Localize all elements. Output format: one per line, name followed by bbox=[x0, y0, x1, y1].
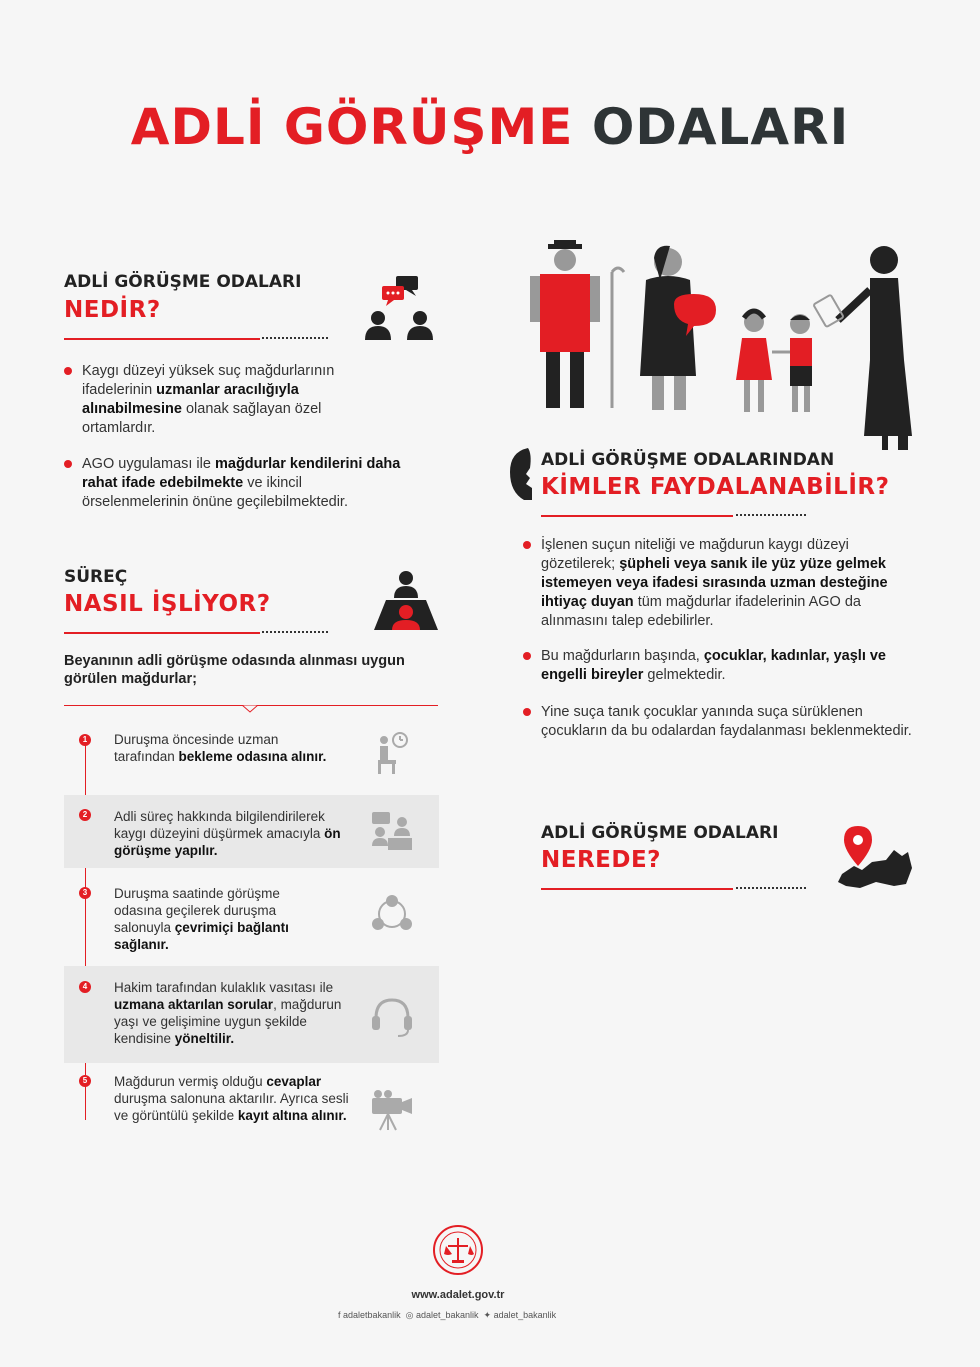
step-number: 2 bbox=[79, 809, 91, 821]
instagram-link[interactable]: adalet_bakanlik bbox=[415, 1310, 479, 1320]
surec-heading: NASIL İŞLİYOR? bbox=[64, 591, 271, 617]
instagram-icon: ◎ bbox=[405, 1310, 414, 1320]
conversation-icon bbox=[362, 276, 440, 342]
step-number: 5 bbox=[79, 1075, 91, 1087]
nerede-heading: NEREDE? bbox=[541, 847, 662, 873]
connection-icon bbox=[368, 894, 416, 938]
surec-label: SÜREÇ bbox=[64, 567, 128, 587]
video-camera-icon bbox=[370, 1088, 414, 1132]
nerede-dots bbox=[736, 887, 806, 889]
surec-rule bbox=[64, 632, 260, 634]
kimler-rule bbox=[541, 515, 733, 517]
nedir-bullet-1: Kaygı düzeyi yüksek suç mağdurlarının ifadelerinin uzmanlar aracılığıyla alınabilmesine olanak sağlayan özel ortamlardır. bbox=[82, 362, 382, 438]
step-2-text: Adli süreç hakkında bilgilendirilerek kaygı düzeyini düşürmek amacıyla ön görüşme yapılır. bbox=[114, 809, 341, 858]
nerede-label: ADLİ GÖRÜŞME ODALARI bbox=[541, 823, 779, 843]
nedir-heading: NEDİR? bbox=[64, 297, 161, 323]
nedir-dots bbox=[262, 337, 328, 339]
waiting-room-icon bbox=[372, 732, 412, 776]
facebook-link[interactable]: adaletbakanlik bbox=[343, 1310, 401, 1320]
meeting-table-icon bbox=[372, 570, 440, 636]
website-link[interactable]: www.adalet.gov.tr bbox=[411, 1289, 505, 1301]
kimler-dots bbox=[736, 514, 806, 516]
step-number: 1 bbox=[79, 734, 91, 746]
headset-icon bbox=[370, 994, 414, 1038]
nedir-bullet-2: AGO uygulaması ile mağdurlar kendilerini daha rahat ifade edebilmekte ve ikincil örselenmelerinin önüne geçilebilmektedir. bbox=[82, 456, 401, 510]
twitter-icon: ✦ bbox=[483, 1310, 492, 1320]
step-number: 3 bbox=[79, 887, 91, 899]
kimler-heading: KİMLER FAYDALANABİLİR? bbox=[541, 474, 890, 500]
kimler-bullet-3: Yine suça tanık çocuklar yanında suça sürüklenen çocukların da bu odalardan faydalanması beklenmektedir. bbox=[541, 703, 921, 741]
step-3-text: Duruşma saatinde görüşme odasına geçilerek duruşma salonuyla çevrimiçi bağlantı sağlanır. bbox=[114, 886, 289, 952]
social-links bbox=[338, 1310, 588, 1321]
step-number: 4 bbox=[79, 981, 91, 993]
twitter-link[interactable]: adalet_bakanlik bbox=[493, 1310, 557, 1320]
facebook-icon: f bbox=[338, 1310, 341, 1320]
step-4-text: Hakim tarafından kulaklık vasıtası ile uzmana aktarılan sorular, mağdurun yaşı ve gelişimine uygun şekilde kendisine yöneltilir. bbox=[114, 980, 342, 1046]
nerede-rule bbox=[541, 888, 733, 890]
caret-down-icon bbox=[242, 705, 258, 713]
page-title: ADLİ GÖRÜŞME ODALARI bbox=[130, 98, 850, 156]
kimler-label: ADLİ GÖRÜŞME ODALARINDAN bbox=[541, 450, 835, 470]
ministry-seal-logo bbox=[432, 1224, 484, 1276]
surec-intro: Beyanının adli görüşme odasında alınması uygun görülen mağdurlar; bbox=[64, 653, 405, 687]
counseling-icon bbox=[370, 810, 414, 854]
people-illustration bbox=[528, 240, 918, 452]
kimler-bullet-1: İşlenen suçun niteliği ve mağdurun kaygı düzeyi gözetilerek; şüpheli veya sanık ile yüz yüze gelmek istemeyen veya ifadesi sırasında uzman desteğine ihtiyaç duyan tüm mağdurlar ifadelerinin AGO da alınmasını talep edebilirler. bbox=[541, 536, 921, 631]
step-1-text: Duruşma öncesinde uzman tarafından bekleme odasına alınır. bbox=[114, 732, 327, 764]
nedir-rule bbox=[64, 338, 260, 340]
face-profile-icon bbox=[506, 448, 536, 502]
nedir-label: ADLİ GÖRÜŞME ODALARI bbox=[64, 272, 302, 292]
kimler-bullet-2: Bu mağdurların başında, çocuklar, kadınlar, yaşlı ve engelli bireyler gelmektedir. bbox=[541, 647, 921, 685]
step-5-text: Mağdurun vermiş olduğu cevaplar duruşma salonuna aktarılır. Ayrıca sesli ve görüntülü şekilde kayıt altına alınır. bbox=[114, 1074, 349, 1123]
surec-dots bbox=[262, 631, 328, 633]
map-pin-icon bbox=[836, 826, 914, 892]
